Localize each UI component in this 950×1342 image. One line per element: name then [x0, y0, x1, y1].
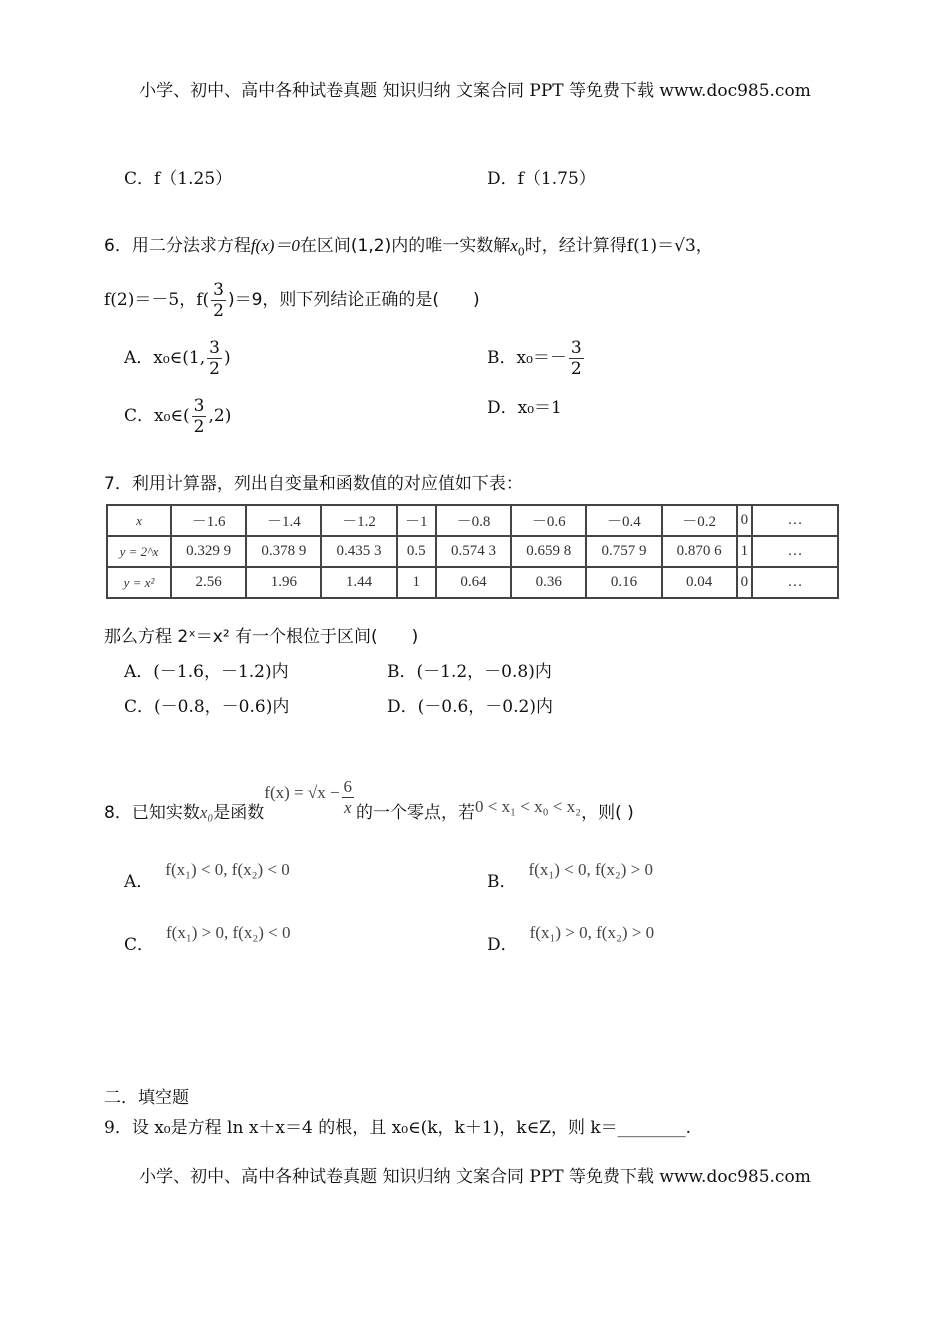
table-cell: 0.574 3	[436, 536, 511, 567]
expr: f(x₁) < 0, f(x₂) > 0	[528, 860, 653, 879]
denominator: x	[344, 798, 352, 817]
section-heading: 二．填空题	[104, 1088, 189, 1108]
q8-option-a	[124, 860, 290, 894]
text: ,2)	[208, 406, 232, 426]
text: 6．用二分法求方程	[104, 236, 251, 256]
condition-expr: 0 < x₁ < x₀ < x₂	[475, 797, 582, 816]
table-cell: 0.329 9	[171, 536, 246, 567]
table-cell: 0.04	[662, 567, 737, 598]
table-row	[107, 567, 838, 598]
table-cell: …	[752, 505, 838, 536]
text: B．x₀＝－	[487, 348, 567, 368]
q7-question: 那么方程 2ˣ＝x² 有一个根位于区间( )	[104, 627, 419, 647]
table-cell: －1	[397, 505, 436, 536]
fraction	[211, 280, 226, 321]
q6-option-d: D．x₀＝1	[487, 398, 562, 418]
page-header: 小学、初中、高中各种试卷真题 知识归纳 文案合同 PPT 等免费下载 www.doc985.com	[139, 81, 811, 101]
table-cell: －0.2	[662, 505, 737, 536]
numerator: 6	[343, 777, 353, 796]
q5-option-d: D．f（1.75）	[487, 169, 596, 189]
table-cell: 0.5	[397, 536, 436, 567]
expr: f(x₁) > 0, f(x₂) < 0	[166, 923, 291, 942]
fraction	[207, 338, 222, 379]
table-cell: －1.2	[321, 505, 396, 536]
table-cell: 0.659 8	[511, 536, 586, 567]
label: C．	[124, 935, 155, 955]
page-footer: 小学、初中、高中各种试卷真题 知识归纳 文案合同 PPT 等免费下载 www.doc985.com	[139, 1167, 811, 1187]
numerator: 3	[209, 338, 220, 358]
table-cell: 0.435 3	[321, 536, 396, 567]
table-cell: 0.64	[436, 567, 511, 598]
numerator: 3	[193, 396, 205, 416]
table-cell: －0.4	[586, 505, 661, 536]
table-cell: 0.16	[586, 567, 661, 598]
numerator: 3	[570, 338, 582, 358]
denominator: 2	[570, 359, 582, 379]
row-header: y = x²	[107, 567, 171, 598]
text: 在区间(1,2)内的唯一实数解	[299, 236, 511, 256]
text: 8．已知实数	[104, 803, 200, 823]
row-header: x	[107, 505, 171, 536]
text: f(2)＝－5，f(	[104, 290, 210, 310]
fraction	[569, 338, 584, 379]
table-cell: 0.378 9	[246, 536, 321, 567]
table-cell: 0	[737, 567, 752, 598]
q6-option-a	[124, 338, 231, 379]
q8-option-d	[487, 923, 655, 957]
fraction	[192, 396, 207, 437]
q5-option-c: C．f（1.25）	[124, 169, 233, 189]
table-row	[107, 536, 838, 567]
table-cell: －1.4	[246, 505, 321, 536]
expr: f(x₁) > 0, f(x₂) > 0	[529, 923, 655, 942]
text: ，则( )	[581, 803, 634, 823]
text: 是函数	[213, 803, 265, 823]
text: )	[223, 348, 231, 368]
table-cell: －0.8	[436, 505, 511, 536]
table-cell: 1.96	[246, 567, 321, 598]
q7-stem: 7．利用计算器，列出自变量和函数值的对应值如下表：	[104, 474, 523, 494]
text: 的一个零点，若	[356, 803, 476, 823]
text: 0	[517, 245, 525, 259]
table-cell: 1.44	[321, 567, 396, 598]
q6-stem-line2	[104, 280, 480, 321]
table-row	[107, 505, 838, 536]
text: C．x₀∈(	[124, 406, 190, 426]
q6-option-b	[487, 338, 586, 379]
q7-option-b: B．(－1.2，－0.8)内	[387, 662, 552, 682]
denominator: 2	[213, 301, 224, 321]
value-table	[106, 504, 839, 599]
text: A．x₀∈(1,	[124, 348, 206, 368]
table-cell: －0.6	[511, 505, 586, 536]
text: f(x)＝0	[250, 236, 300, 255]
q8-option-b	[487, 860, 653, 894]
q6-stem-line1	[104, 234, 713, 264]
table-cell: …	[752, 536, 838, 567]
table-cell: 0	[737, 505, 752, 536]
text: 时，经计算得	[524, 236, 627, 256]
denominator: 2	[193, 417, 205, 437]
q7-option-d: D．(－0.6，－0.2)内	[387, 697, 553, 717]
text: x	[510, 236, 518, 255]
table-cell: 0.36	[511, 567, 586, 598]
text: f(1)＝√3，	[626, 236, 713, 256]
fraction	[342, 777, 355, 818]
label: D．	[487, 935, 518, 955]
q8-stem	[104, 777, 634, 834]
row-header: y = 2^x	[107, 536, 171, 567]
table-cell: …	[752, 567, 838, 598]
q7-option-c: C．(－0.8，－0.6)内	[124, 697, 290, 717]
function-expr: f(x) = √x −	[264, 783, 340, 802]
table-cell: 1	[737, 536, 752, 567]
numerator: 3	[213, 280, 224, 300]
table-cell: 1	[397, 567, 436, 598]
text: )＝9，则下列结论正确的是( )	[227, 290, 480, 310]
table-cell: －1.6	[171, 505, 246, 536]
table-cell: 2.56	[171, 567, 246, 598]
table-cell: 0.757 9	[586, 536, 661, 567]
q6-option-c	[124, 396, 231, 437]
q8-option-c	[124, 923, 291, 957]
label: B．	[487, 872, 517, 892]
label: A．	[124, 872, 154, 892]
text: x₀	[199, 803, 214, 822]
denominator: 2	[209, 359, 220, 379]
q7-option-a: A．(－1.6，－1.2)内	[124, 662, 289, 682]
expr: f(x₁) < 0, f(x₂) < 0	[165, 860, 290, 879]
q9: 9．设 x₀是方程 ln x＋x＝4 的根，且 x₀∈(k，k＋1)，k∈Z，则 k＝________.	[104, 1118, 692, 1138]
table-cell: 0.870 6	[662, 536, 737, 567]
